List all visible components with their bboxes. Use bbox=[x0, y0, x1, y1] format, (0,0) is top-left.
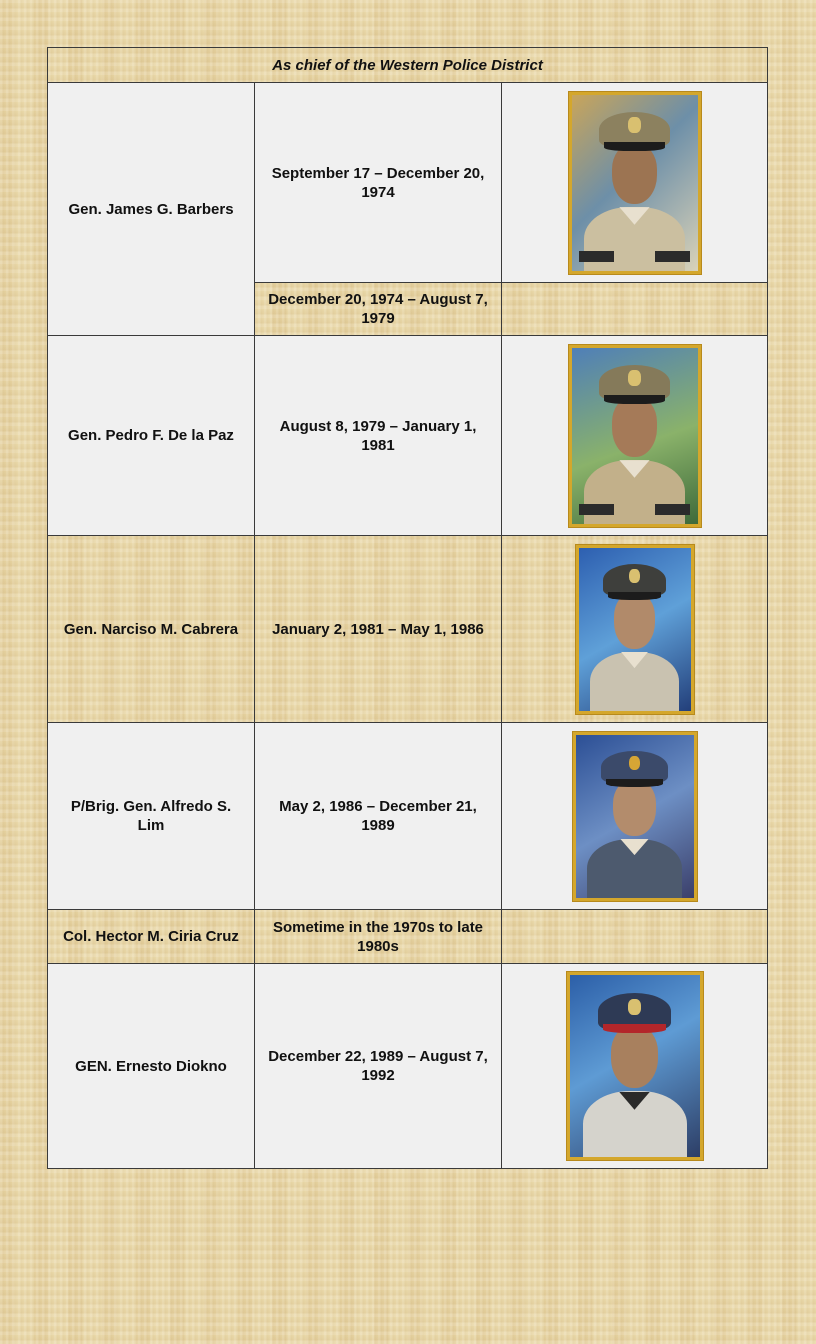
term-dates: May 2, 1986 – December 21, 1989 bbox=[255, 723, 502, 910]
portrait-cell bbox=[502, 536, 768, 723]
term-dates: December 20, 1974 – August 7, 1979 bbox=[255, 283, 502, 336]
portrait-cell bbox=[502, 723, 768, 910]
chief-name: P/Brig. Gen. Alfredo S. Lim bbox=[48, 723, 255, 910]
portrait-cell bbox=[502, 83, 768, 283]
table-header: As chief of the Western Police District bbox=[48, 48, 768, 83]
term-dates: January 2, 1981 – May 1, 1986 bbox=[255, 536, 502, 723]
portrait-diokno bbox=[567, 972, 703, 1160]
portrait-de-la-paz bbox=[569, 345, 701, 527]
portrait-lim bbox=[573, 732, 697, 901]
empty-portrait-cell bbox=[502, 283, 768, 336]
term-dates: Sometime in the 1970s to late 1980s bbox=[255, 910, 502, 964]
portrait-cell bbox=[502, 964, 768, 1169]
term-dates: September 17 – December 20, 1974 bbox=[255, 83, 502, 283]
empty-portrait-cell bbox=[502, 910, 768, 964]
chief-name: GEN. Ernesto Diokno bbox=[48, 964, 255, 1169]
portrait-barbers bbox=[569, 92, 701, 274]
chief-name: Col. Hector M. Ciria Cruz bbox=[48, 910, 255, 964]
term-dates: December 22, 1989 – August 7, 1992 bbox=[255, 964, 502, 1169]
chief-name: Gen. James G. Barbers bbox=[48, 83, 255, 336]
portrait-cell bbox=[502, 336, 768, 536]
chiefs-table bbox=[47, 47, 768, 1169]
chief-name: Gen. Narciso M. Cabrera bbox=[48, 536, 255, 723]
portrait-cabrera bbox=[576, 545, 694, 714]
term-dates: August 8, 1979 – January 1, 1981 bbox=[255, 336, 502, 536]
chief-name: Gen. Pedro F. De la Paz bbox=[48, 336, 255, 536]
